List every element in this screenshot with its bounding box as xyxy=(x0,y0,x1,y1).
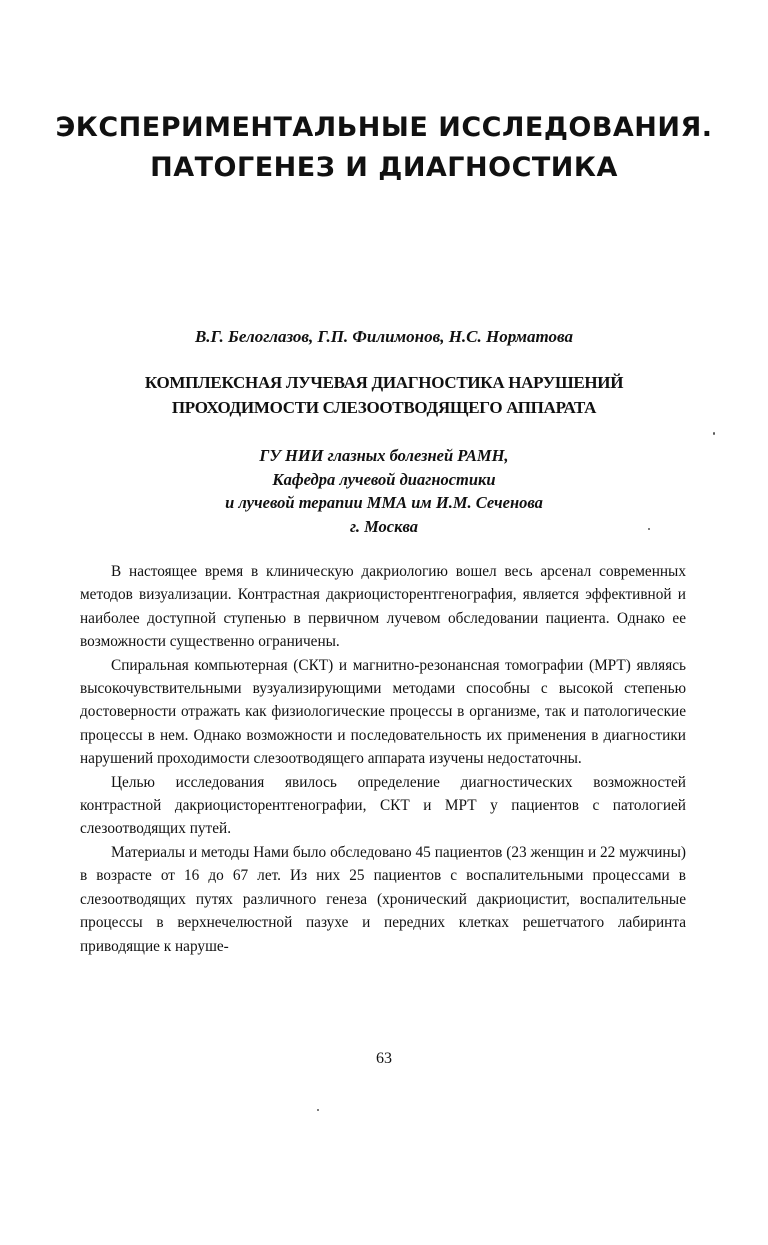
scan-speck xyxy=(648,528,650,530)
article-authors: В.Г. Белоглазов, Г.П. Филимонов, Н.С. Норматова xyxy=(194,327,574,346)
article-title xyxy=(0,370,768,420)
affiliation-line-4: г. Москва xyxy=(349,516,418,536)
section-heading-line-1: ЭКСПЕРИМЕНТАЛЬНЫЕ ИССЛЕДОВАНИЯ. xyxy=(55,112,713,143)
body-paragraph-1: В настоящее время в клиническую дакриологию вошел весь арсенал современных методов визуализации. Контрастная дакриоцисторентгенография, является эффективной и наиболее доступной ступенью в первичном лучевом обследовании пациента. Однако ее возможности существенно ограничены. xyxy=(80,563,686,651)
article-affiliation xyxy=(0,444,768,538)
affiliation-line-3: и лучевой терапии ММА им И.М. Сеченова xyxy=(225,493,543,512)
article-title-line-2: ПРОХОДИМОСТИ СЛЕЗООТВОДЯЩЕГО АППАРАТА xyxy=(171,398,597,417)
article-body xyxy=(80,560,686,958)
body-paragraph-2: Спиральная компьютерная (СКТ) и магнитно-резонансная томографии (МРТ) являясь высокочувствительными вузуализирующими методами способны с высокой степенью достоверности отражать как физиологические процессы в организме, так и патологические процессы в нем. Однако возможности и последовательность их применения в диагностики нарушений проходимости слезоотводящего аппарата изучены недостаточны. xyxy=(80,656,686,768)
page-number: 63 xyxy=(376,1050,392,1067)
article-title-line-1: КОМПЛЕКСНАЯ ЛУЧЕВАЯ ДИАГНОСТИКА НАРУШЕНИЙ xyxy=(144,373,624,392)
section-heading xyxy=(0,108,768,188)
body-paragraph-3: Целью исследования явилось определение диагностических возможностей контрастной дакриоцисторентгенографии, СКТ и МРТ у пациентов с патологией слезоотводящих путей. xyxy=(80,773,686,838)
body-paragraph-4: Материалы и методы Нами было обследовано 45 пациентов (23 женщин и 22 мужчины) в возрасте от 16 до 67 лет. Из них 25 пациентов с воспалительными процессами в слезоотводящих путях различного генеза (хронический дакриоцистит, воспалительные процессы в верхнечелюстной пазухе и передних клетках решетчатого лабиринта приводящие к наруше- xyxy=(80,843,686,955)
affiliation-line-1: ГУ НИИ глазных болезней РАМН, xyxy=(259,446,509,465)
scan-speck xyxy=(713,432,715,435)
section-heading-line-2: ПАТОГЕНЕЗ И ДИАГНОСТИКА xyxy=(150,152,618,183)
scan-speck xyxy=(317,1109,319,1111)
affiliation-line-2: Кафедра лучевой диагностики xyxy=(272,469,496,489)
